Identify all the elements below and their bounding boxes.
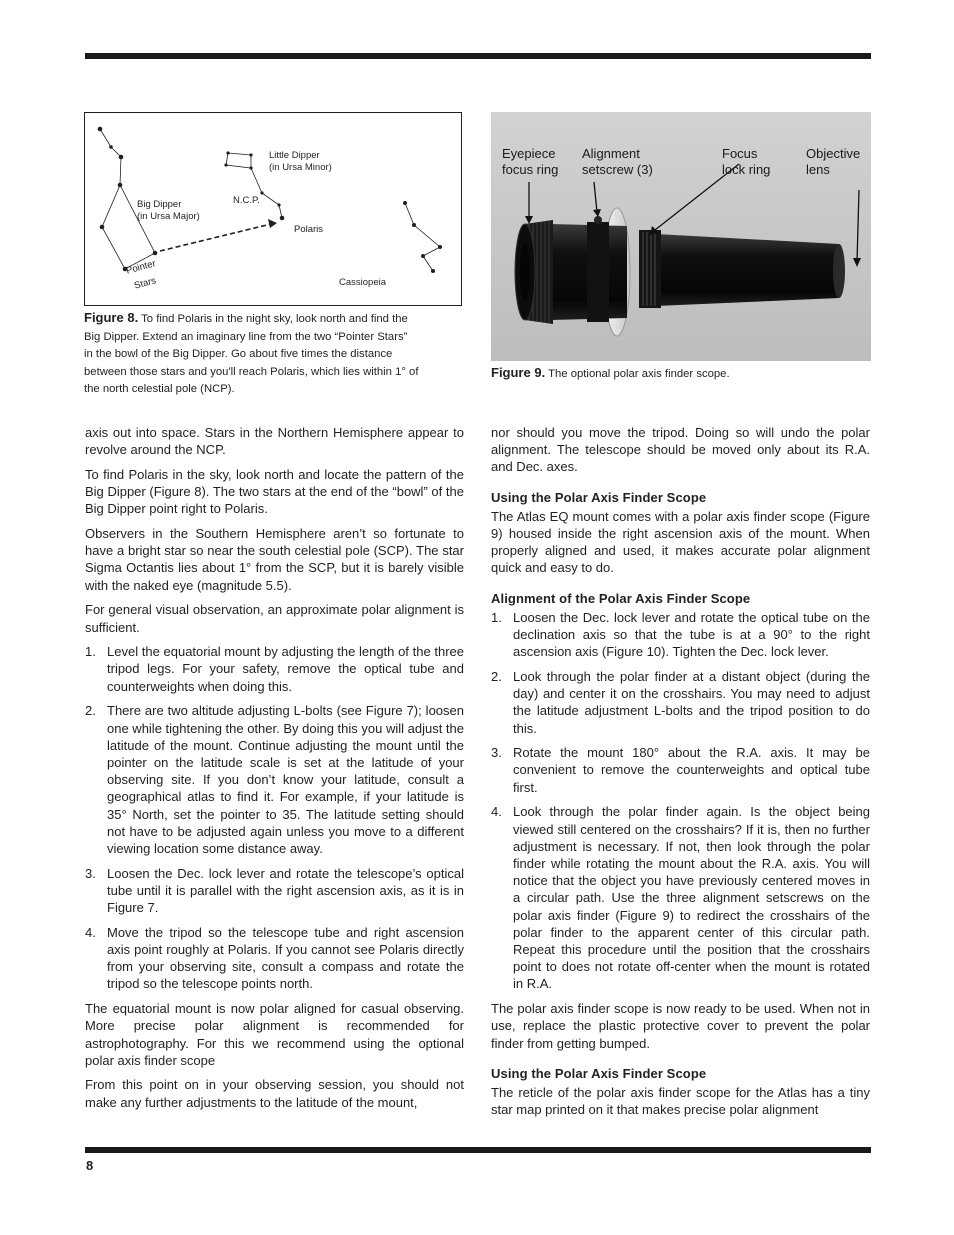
list-item: 3. Loosen the Dec. lock lever and rotate the telescope’s optical tube until it is parallel with the right ascension axis, as it is in Figure 7. (85, 865, 464, 916)
paragraph: nor should you move the tripod. Doing so will undo the polar alignment. The telescope should be moved only about its R.A. and Dec. axes. (491, 425, 870, 475)
label-big-dipper: Big Dipper (in Ursa Major) (137, 199, 200, 222)
label-focus-lock-ring: Focus lock ring (722, 146, 771, 177)
paragraph: The reticle of the polar axis finder scope for the Atlas has a tiny star map printed on it that makes precise polar alignment (491, 1084, 870, 1118)
paragraph: Observers in the Southern Hemisphere aren’t so fortunate to have a bright star so near the south celestial pole (SCP). The star Sigma Octantis lies about 1° from the SCP, but it is barely visible with the naked eye (magnitude 5.5). (85, 526, 464, 593)
list-item: 4. Move the tripod so the telescope tube and right ascension axis point roughly at Polaris. If you cannot see Polaris directly from your observing site, consult a compass and rotate the tripod so the telescope points north. (85, 924, 464, 992)
figure-8-caption: Figure 8. To find Polaris in the night sky, look north and find the Big Dipper. Extend an imaginary line from the two “Pointer Stars” in the bowl of the Big Dipper. Go about five times the distance between those stars and you'll reach Polaris, which lies within 1° of the north celestial pole (NCP). (84, 310, 419, 395)
list-item: 1. Loosen the Dec. lock lever and rotate the optical tube on the declination axis so that the tube is at a 90° to the right ascension axis (Figure 10). Tighten the Dec. lock lever. (491, 609, 870, 660)
section-heading: Alignment of the Polar Axis Finder Scope (491, 590, 751, 606)
paragraph: The equatorial mount is now polar aligned for casual observing. More precise polar alignment is recommended for astrophotography. For this we recommend using the optional polar axis finder scope (85, 1001, 464, 1068)
right-column (491, 424, 870, 1126)
left-column (85, 424, 464, 1118)
list-item: 3. Rotate the mount 180° about the R.A. axis. It may be convenient to remove the counterweights and optical tube first. (491, 745, 870, 795)
paragraph: The polar axis finder scope is now ready to be used. When not in use, replace the plastic protective cover to prevent the polar finder from getting bumped. (491, 1001, 870, 1051)
finder-alignment-steps (491, 609, 870, 993)
paragraph: To find Polaris in the sky, look north and locate the pattern of the Big Dipper (Figure 8). The two stars at the end of the “bowl” of the Big Dipper point right to Polaris. (85, 466, 464, 517)
bottom-rule (85, 1147, 871, 1153)
label-alignment-setscrew: Alignment setscrew (3) (582, 146, 653, 177)
section-heading: Using the Polar Axis Finder Scope (491, 489, 707, 505)
label-objective-lens: Objective lens (806, 146, 861, 177)
list-item: 2. There are two altitude adjusting L-bolts (see Figure 7); loosen one while tightening the other. By doing this you will adjust the latitude of the mount. Continue adjusting the mount until the pointer on the latitude scale is set at the latitude of your observing site. If you don’t know your latitude, consult a geographical atlas to find it. For example, if your latitude is 35° North, set the pointer to 35. The latitude setting should not have to be adjusted again unless you move to a different viewing location some distance away. (85, 703, 465, 856)
paragraph: For general visual observation, an approximate polar alignment is sufficient. (85, 602, 464, 635)
label-cassiopeia: Cassiopeia (339, 277, 386, 288)
list-item: 1. Level the equatorial mount by adjusting the length of the three tripod legs. For your safety, remove the optical tube and counterweights when doing this. (85, 644, 464, 694)
page-number: 8 (86, 1158, 94, 1173)
top-rule (85, 53, 871, 59)
paragraph: From this point on in your observing session, you should not make any further adjustments to the latitude of the mount, (85, 1077, 464, 1110)
label-little-dipper: Little Dipper (in Ursa Minor) (269, 150, 332, 173)
label-ncp: N.C.P. (233, 195, 260, 206)
paragraph: The Atlas EQ mount comes with a polar axis finder scope (Figure 9) housed inside the right ascension axis of the mount. When properly aligned and used, it makes accurate polar alignment quick and easy to do. (491, 508, 870, 576)
figure-8-star-chart (84, 112, 462, 306)
figure-9-caption: Figure 9. The optional polar axis finder scope. (491, 365, 730, 380)
list-item: 4. Look through the polar finder again. Is the object being viewed still centered on the crosshairs? If it is, then no further adjustment is necessary. If not, then look through the polar finder while rotating the mount about the R.A. axis. You will notice that the object you have previously centered moves in a circular path. Use the three alignment setscrews on the polar axis finder (Figure 9) to redirect the crosshairs of the polar finder to the apparent center of this circular path. Repeat this procedure until the position that the crosshairs point to does not rotate off-center when the mount is rotated in R.A. (491, 804, 870, 992)
section-heading: Using the Polar Axis Finder Scope (491, 1065, 707, 1081)
label-eyepiece-focus-ring: Eyepiece focus ring (502, 146, 559, 177)
paragraph: axis out into space. Stars in the Northern Hemisphere appear to revolve around the NCP. (85, 425, 464, 458)
list-item: 2. Look through the polar finder at a distant object (during the day) and center it on the crosshairs. You may need to adjust the latitude adjustment L-bolts and the tripod position to do this. (491, 668, 870, 736)
figure-9-photo (491, 112, 871, 361)
polar-alignment-steps (85, 643, 464, 992)
label-polaris: Polaris (294, 224, 324, 235)
label-pointer: Pointer (125, 258, 157, 277)
label-stars: Stars (133, 275, 158, 292)
figure-8-label: Figure 8. (84, 310, 139, 325)
figure-9-label: Figure 9. (491, 365, 546, 380)
